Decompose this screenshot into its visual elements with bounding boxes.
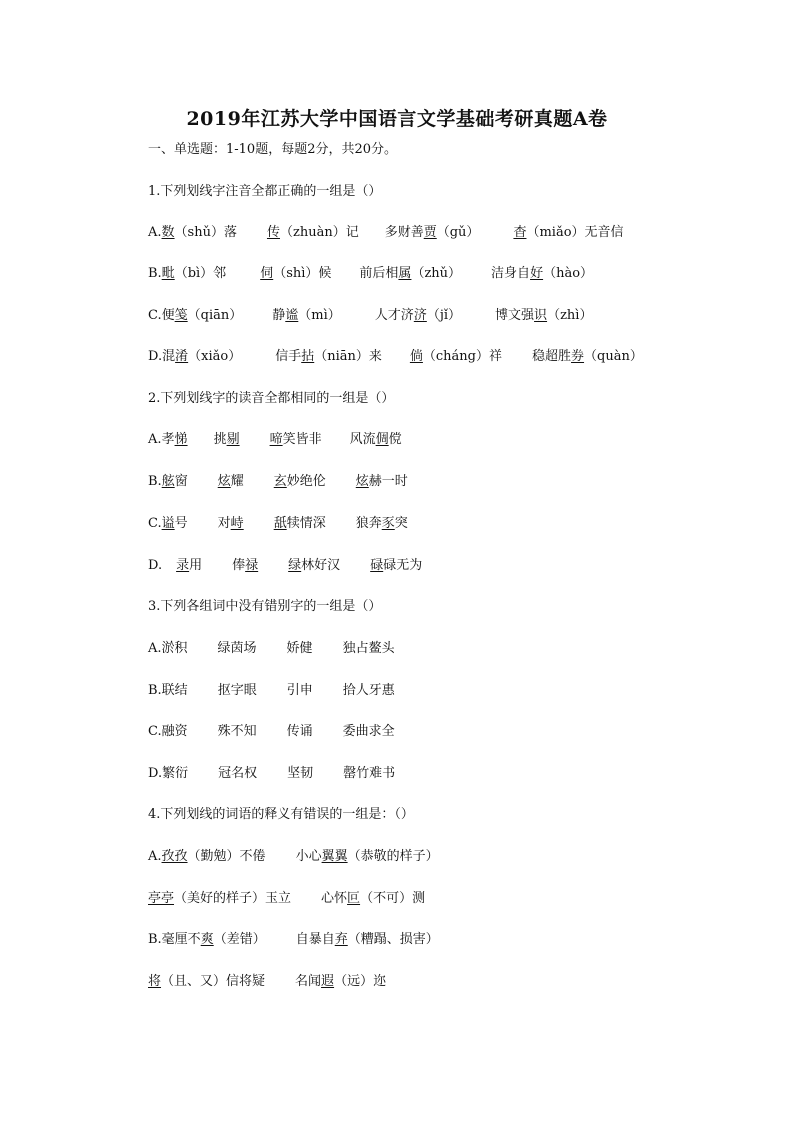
question-2-option-a: A.孝悌 挑剔 啼笑皆非 风流倜傥 bbox=[148, 432, 402, 447]
question-4-option-a-line-2: 亭亭（美好的样子）玉立 心怀叵（不可）测 bbox=[148, 891, 426, 906]
question-2-option-d: D. 录用 俸禄 绿林好汉 碌碌无为 bbox=[148, 558, 423, 573]
section-heading: 一、单选题：1-10题，每题2分，共20分。 bbox=[148, 142, 398, 157]
question-4-option-a-line-1: A.孜孜（勤勉）不倦 小心翼翼（恭敬的样子） bbox=[148, 849, 439, 864]
question-2-option-b: B.舷窗 炫耀 玄妙绝伦 炫赫一时 bbox=[148, 474, 408, 489]
question-2-option-c: C.谥号 对峙 舐犊情深 狼奔豕突 bbox=[148, 516, 408, 531]
question-2-stem: 2.下列划线字的读音全都相同的一组是（） bbox=[148, 391, 395, 406]
question-1-option-c: C.便笺（qiān） 静谧（mì） 人才济济（jǐ） 博文强识（zhì） bbox=[148, 308, 593, 323]
question-4-option-b-line-1: B.毫厘不爽（差错） 自暴自弃（糟蹋、损害） bbox=[148, 932, 439, 947]
question-1-stem: 1.下列划线字注音全都正确的一组是（） bbox=[148, 184, 382, 199]
question-4-option-b-line-2: 将（且、又）信将疑 名闻遐（远）迩 bbox=[148, 974, 387, 989]
question-3-option-a: A.淤积 绿茵场 娇健 独占鳌头 bbox=[148, 641, 395, 656]
question-3-option-c: C.融资 殊不知 传诵 委曲求全 bbox=[148, 724, 395, 739]
question-1-option-d: D.混淆（xiǎo） 信手拈（niān）来 倘（cháng）祥 稳超胜券（quàn） bbox=[148, 349, 643, 364]
question-4-stem: 4.下列划线的词语的释义有错误的一组是：（） bbox=[148, 807, 414, 822]
question-3-option-b: B.联结 抠字眼 引申 拾人牙惠 bbox=[148, 683, 395, 698]
question-1-option-b: B.毗（bì）邻 伺（shì）候 前后相属（zhǔ） 洁身自好（hào） bbox=[148, 266, 594, 281]
question-3-stem: 3.下列各组词中没有错别字的一组是（） bbox=[148, 599, 382, 614]
question-3-option-d: D.繁衍 冠名权 坚韧 罄竹难书 bbox=[148, 766, 396, 781]
page-title: 2019年江苏大学中国语言文学基础考研真题A卷 bbox=[186, 108, 608, 130]
question-1-option-a: A.数（shǔ）落 传（zhuàn）记 多财善贾（gǔ） 杳（miǎo）无音信 bbox=[148, 225, 624, 240]
